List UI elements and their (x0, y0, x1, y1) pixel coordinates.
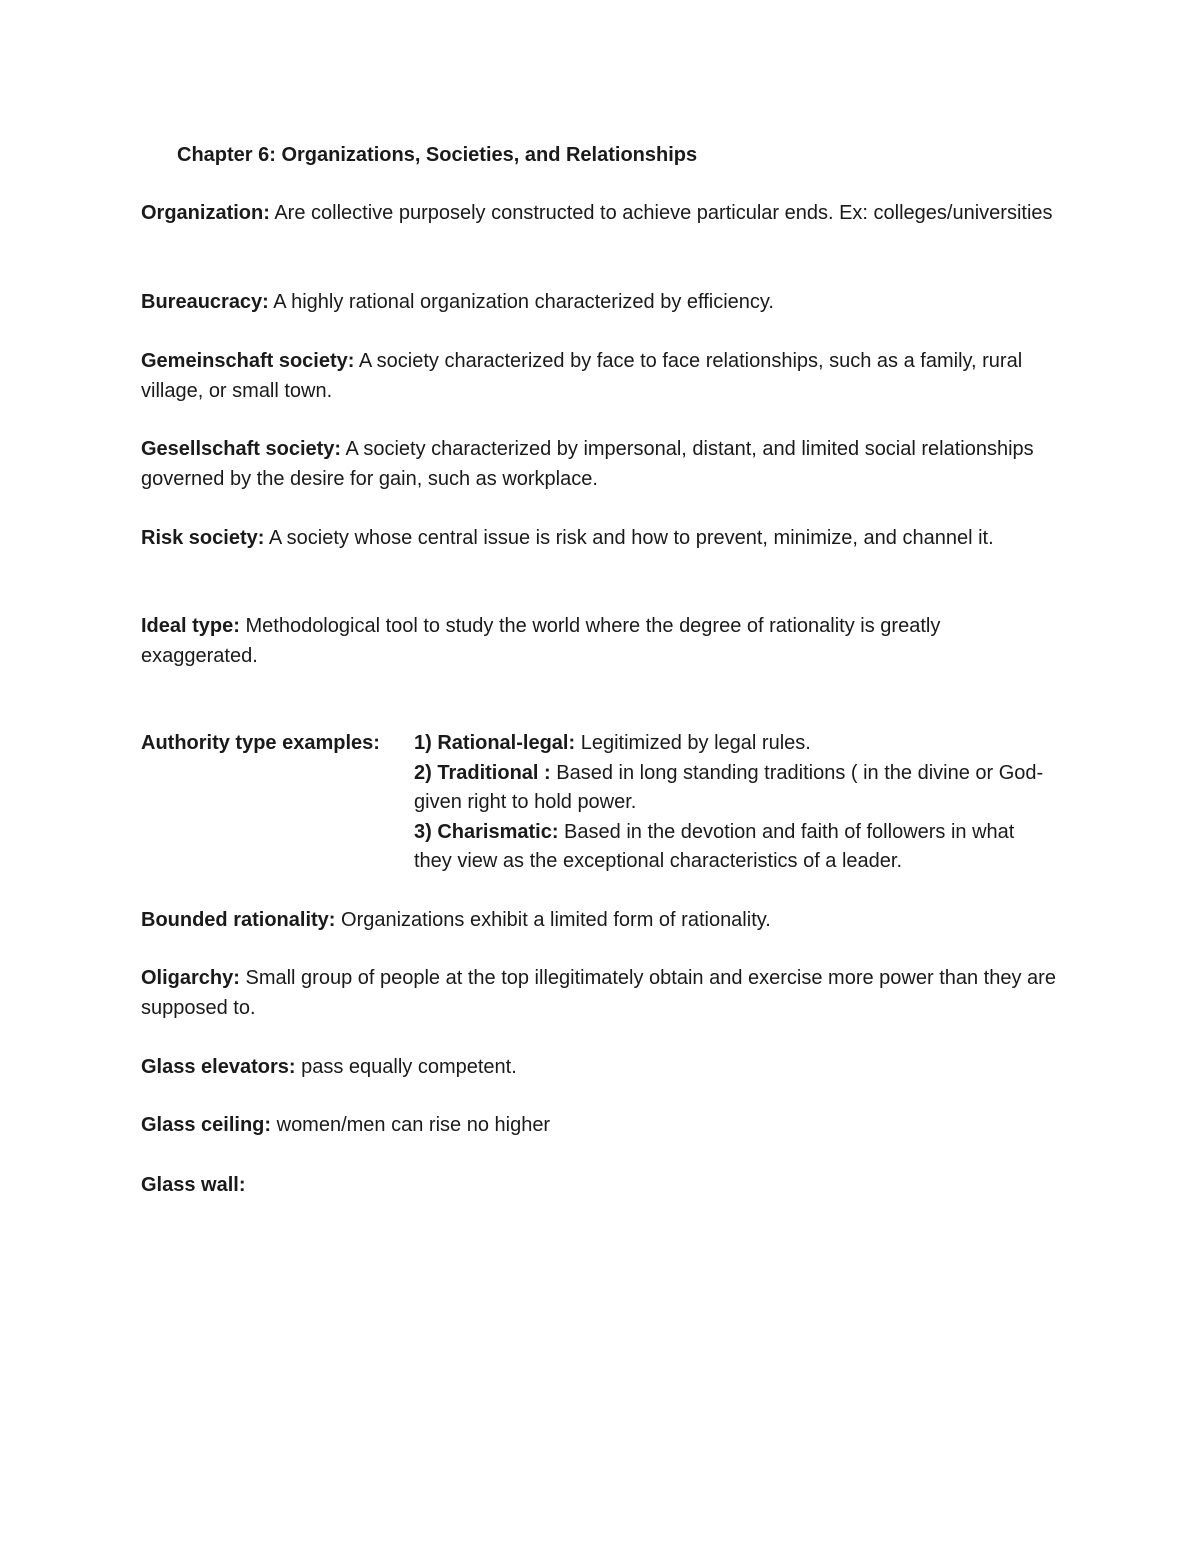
entry-term: Ideal type: (141, 615, 240, 637)
authority-item-term: 3) Charismatic: (414, 820, 559, 843)
entry-gesellschaft-society (141, 435, 1061, 494)
entry-glass-wall (141, 1171, 1061, 1201)
entry-definition: A society whose central issue is risk and how to prevent, minimize, and channel it. (264, 527, 994, 549)
entry-definition: Small group of people at the top illegitimately obtain and exercise more power than they are supposed to. (141, 967, 1056, 1019)
entry-term: Bureaucracy: (141, 291, 269, 313)
authority-item-definition: Based in the devotion and faith of followers in what they view as the exceptional characteristics of a leader. (414, 820, 1015, 872)
entry-risk-society (141, 524, 1061, 554)
entry-glass-ceiling (141, 1111, 1061, 1141)
authority-types-label: Authority type examples: (141, 732, 380, 754)
entry-term: Organization: (141, 202, 270, 224)
entry-gemeinschaft-society (141, 347, 1061, 406)
entry-term: Risk society: (141, 527, 265, 549)
entry-term: Glass wall: (141, 1174, 246, 1196)
entry-definition: Organizations exhibit a limited form of rationality. (335, 909, 771, 931)
entry-definition: Are collective purposely constructed to achieve particular ends. Ex: colleges/universities (269, 202, 1053, 224)
authority-item-term: 2) Traditional : (414, 761, 551, 784)
entry-ideal-type (141, 612, 1061, 671)
entry-term: Oligarchy: (141, 967, 240, 989)
authority-item-rational-legal (414, 729, 1054, 759)
entry-term: Gemeinschaft society: (141, 350, 355, 372)
entry-bounded-rationality (141, 906, 1061, 936)
authority-item-definition: Based in long standing traditions ( in the divine or God-given right to hold power. (414, 761, 1044, 813)
authority-types-list (414, 729, 1054, 877)
entry-term: Glass elevators: (141, 1056, 296, 1078)
entry-definition: pass equally competent. (295, 1056, 517, 1078)
entry-definition: women/men can rise no higher (271, 1114, 551, 1136)
authority-item-definition: Legitimized by legal rules. (575, 732, 811, 754)
entry-definition: A society characterized by face to face relationships, such as a family, rural village, or small town. (141, 350, 1023, 402)
authority-item-traditional (414, 759, 1054, 818)
entry-oligarchy (141, 964, 1061, 1023)
entry-term: Glass ceiling: (141, 1114, 272, 1136)
entry-definition: Methodological tool to study the world where the degree of rationality is greatly exaggerated. (141, 615, 941, 667)
entry-definition: A highly rational organization characterized by efficiency. (268, 291, 774, 313)
authority-item-term: 1) Rational-legal: (414, 732, 576, 754)
entry-glass-elevators (141, 1053, 1061, 1083)
entry-term: Gesellschaft society: (141, 438, 342, 460)
entry-bureaucracy (141, 288, 1061, 318)
entry-organization (141, 199, 1061, 229)
page-title: Chapter 6: Organizations, Societies, and Relationships (177, 144, 698, 166)
authority-item-charismatic (414, 818, 1054, 877)
entry-term: Bounded rationality: (141, 909, 336, 931)
entry-definition: A society characterized by impersonal, distant, and limited social relationships governed by the desire for gain, such as workplace. (141, 438, 1034, 490)
